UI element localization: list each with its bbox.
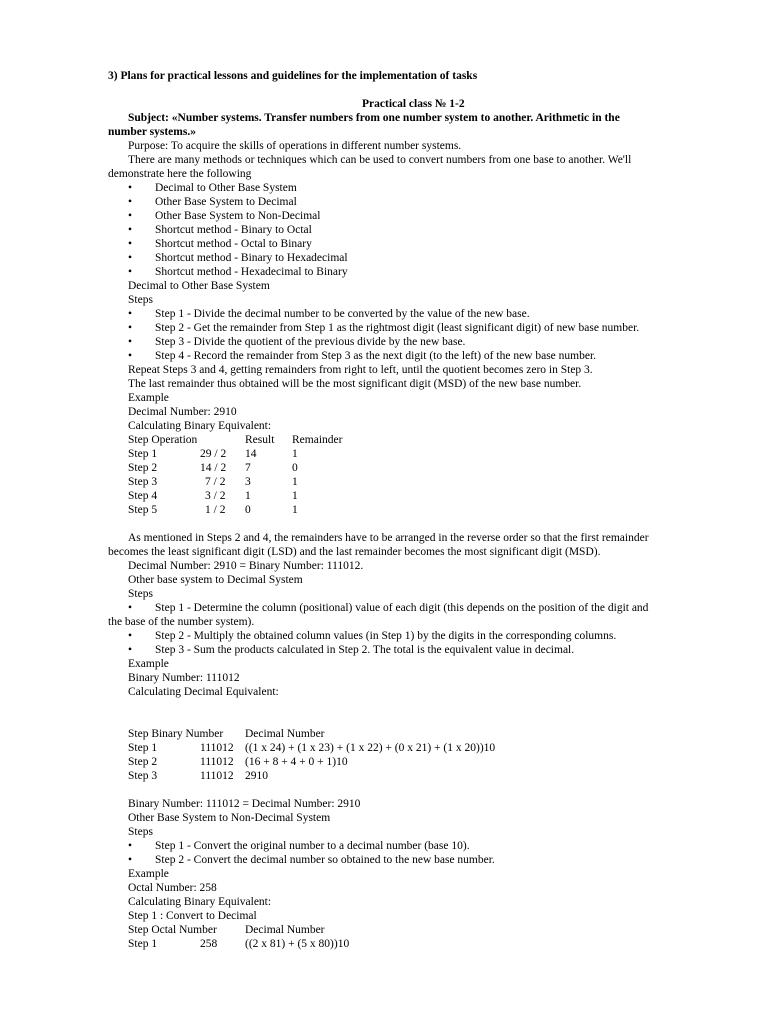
bullet: •	[128, 630, 133, 642]
table-cell: 1	[292, 448, 298, 460]
bullet: •	[128, 224, 133, 236]
note-line-2: becomes the least significant digit (LSD) and the last remainder becomes the most significant digit (MSD).	[108, 546, 601, 558]
section-title: 3) Plans for practical lessons and guidelines for the implementation of tasks	[108, 70, 478, 82]
step-item: Step 2 - Convert the decimal number so obtained to the new base number.	[155, 854, 495, 866]
step-item: Step 1 - Convert the original number to a decimal number (base 10).	[155, 840, 470, 852]
table-cell: 2910	[245, 770, 268, 782]
example-label: Example	[128, 392, 169, 404]
table-cell: (16 + 8 + 4 + 0 + 1)10	[245, 756, 348, 768]
table-cell: 7	[245, 462, 251, 474]
table-cell: Step 2	[128, 462, 158, 474]
table-cell: 3 / 2	[205, 490, 226, 502]
bullet: •	[128, 854, 133, 866]
table-cell: Step 3	[128, 476, 158, 488]
table-cell: 7 / 2	[205, 476, 226, 488]
table-cell: 111012	[200, 756, 234, 768]
example-label: Example	[128, 868, 169, 880]
table-header-remainder: Remainder	[292, 434, 343, 446]
bullet: •	[128, 336, 133, 348]
note-line-1: As mentioned in Steps 2 and 4, the remainders have to be arranged in the reverse order so that the first remainder	[128, 532, 649, 544]
binary-number: Binary Number: 111012	[128, 672, 240, 684]
octal-number: Octal Number: 258	[128, 882, 217, 894]
step-item: Step 2 - Multiply the obtained column values (in Step 1) by the digits in the corresponding columns.	[155, 630, 617, 642]
step-item: Step 1 - Divide the decimal number to be converted by the value of the new base.	[155, 308, 530, 320]
table-header-step-octal: Step Octal Number	[128, 924, 217, 936]
bullet: •	[128, 308, 133, 320]
list-item: Other Base System to Non-Decimal	[155, 210, 321, 222]
table-cell: ((2 x 81) + (5 x 80))10	[245, 938, 350, 950]
steps-label: Steps	[128, 294, 153, 306]
table-cell: 1	[292, 476, 298, 488]
table-cell: 258	[200, 938, 218, 950]
table-cell: 1	[292, 490, 298, 502]
step-item: Step 2 - Get the remainder from Step 1 as the rightmost digit (least significant digit) of new base number.	[155, 322, 640, 334]
table-cell: Step 1	[128, 448, 158, 460]
table-cell: Step 5	[128, 504, 158, 516]
step-item: Step 1 - Determine the column (positional) value of each digit (this depends on the position of the digit and	[155, 602, 649, 614]
result-text: Decimal Number: 2910 = Binary Number: 111012.	[128, 560, 364, 572]
table-cell: 1	[292, 504, 298, 516]
methods-intro-line-2: demonstrate here the following	[108, 168, 252, 180]
table-cell: 1	[245, 490, 251, 502]
table-header-step-binary: Step Binary Number	[128, 728, 224, 740]
step-1-label: Step 1 : Convert to Decimal	[128, 910, 257, 922]
table-cell: Step 3	[128, 770, 158, 782]
steps-label: Steps	[128, 826, 153, 838]
table-cell: 0	[292, 462, 298, 474]
bullet: •	[128, 252, 133, 264]
calc-label: Calculating Binary Equivalent:	[128, 420, 272, 432]
step-item: Step 4 - Record the remainder from Step 3 as the next digit (to the left) of the new base number.	[155, 350, 597, 362]
section-2-title: Other base system to Decimal System	[128, 574, 303, 586]
list-item: Decimal to Other Base System	[155, 182, 297, 194]
bullet: •	[128, 322, 133, 334]
list-item: Shortcut method - Hexadecimal to Binary	[155, 266, 348, 278]
table-cell: 29 / 2	[200, 448, 227, 460]
bullet: •	[128, 840, 133, 852]
subject-line-1: Subject: «Number systems. Transfer numbers from one number system to another. Arithmetic in the	[128, 112, 620, 124]
table-cell: Step 2	[128, 756, 158, 768]
class-title: Practical class № 1-2	[362, 98, 465, 110]
calc-label: Calculating Decimal Equivalent:	[128, 686, 279, 698]
bullet: •	[128, 644, 133, 656]
purpose-text: Purpose: To acquire the skills of operations in different number systems.	[128, 140, 462, 152]
methods-intro-line-1: There are many methods or techniques which can be used to convert numbers from one base to another. We'll	[128, 154, 632, 166]
table-header-step-operation: Step Operation	[128, 434, 198, 446]
table-cell: Step 1	[128, 938, 158, 950]
section-3-title: Other Base System to Non-Decimal System	[128, 812, 331, 824]
subject-line-2: number systems.»	[108, 126, 196, 138]
section-1-title: Decimal to Other Base System	[128, 280, 270, 292]
bullet: •	[128, 196, 133, 208]
table-cell: Step 1	[128, 742, 158, 754]
bullet: •	[128, 182, 133, 194]
result-text: Binary Number: 111012 = Decimal Number: 2910	[128, 798, 361, 810]
step-item: Step 3 - Divide the quotient of the previous divide by the new base.	[155, 336, 466, 348]
bullet: •	[128, 602, 133, 614]
step-item-continuation: the base of the number system).	[108, 616, 255, 628]
example-label: Example	[128, 658, 169, 670]
table-cell: 3	[245, 476, 251, 488]
table-header-result: Result	[245, 434, 275, 446]
step-item: Step 3 - Sum the products calculated in Step 2. The total is the equivalent value in decimal.	[155, 644, 575, 656]
bullet: •	[128, 266, 133, 278]
table-header-decimal: Decimal Number	[245, 728, 325, 740]
table-cell: 0	[245, 504, 251, 516]
list-item: Other Base System to Decimal	[155, 196, 297, 208]
table-cell: 111012	[200, 742, 234, 754]
table-cell: Step 4	[128, 490, 158, 502]
list-item: Shortcut method - Binary to Octal	[155, 224, 312, 236]
bullet: •	[128, 210, 133, 222]
calc-label: Calculating Binary Equivalent:	[128, 896, 272, 908]
bullet: •	[128, 238, 133, 250]
list-item: Shortcut method - Octal to Binary	[155, 238, 312, 250]
last-remainder-text: The last remainder thus obtained will be the most significant digit (MSD) of the new base number.	[128, 378, 582, 390]
table-cell: 111012	[200, 770, 234, 782]
repeat-text: Repeat Steps 3 and 4, getting remainders from right to left, until the quotient becomes zero in Step 3.	[128, 364, 593, 376]
decimal-number: Decimal Number: 2910	[128, 406, 237, 418]
table-cell: 14 / 2	[200, 462, 227, 474]
steps-label: Steps	[128, 588, 153, 600]
table-header-decimal: Decimal Number	[245, 924, 325, 936]
table-cell: 1 / 2	[205, 504, 226, 516]
list-item: Shortcut method - Binary to Hexadecimal	[155, 252, 348, 264]
table-cell: 14	[245, 448, 257, 460]
table-cell: ((1 x 24) + (1 x 23) + (1 x 22) + (0 x 21) + (1 x 20))10	[245, 742, 496, 754]
bullet: •	[128, 350, 133, 362]
